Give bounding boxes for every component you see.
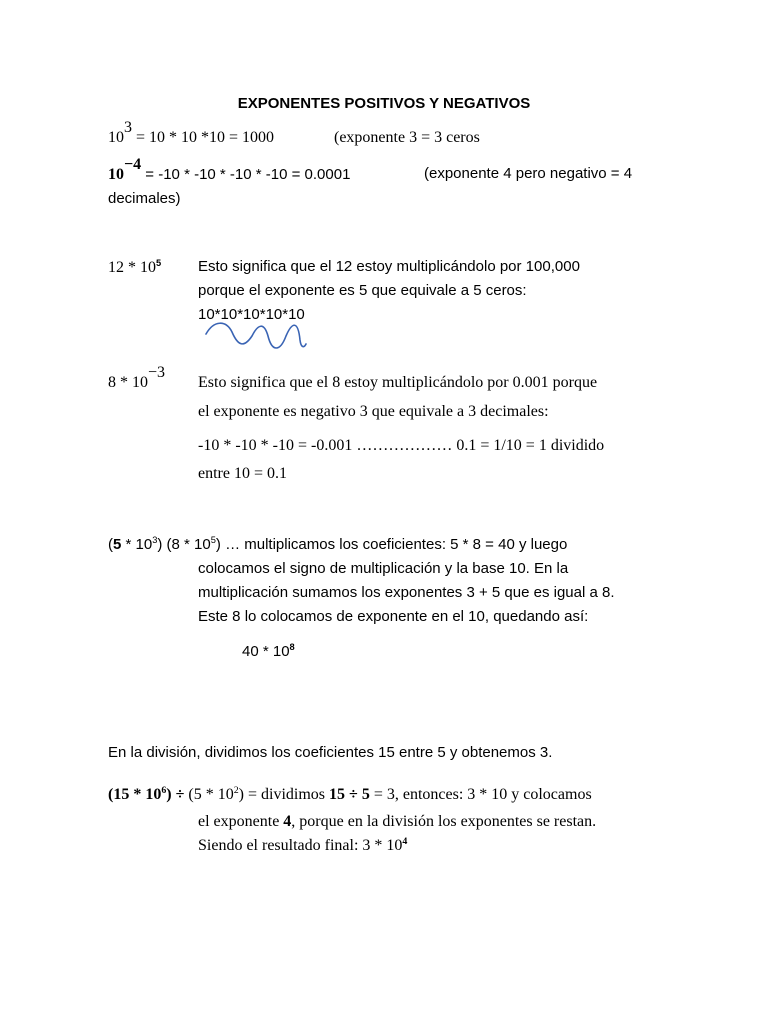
power-base: 8 * 10: [108, 374, 148, 391]
result-40-times-10-8: [242, 643, 295, 661]
text-line: Esto significa que el 8 estoy multiplicándolo por 0.001 porque: [198, 374, 598, 391]
line-10-neg-4: [108, 156, 351, 184]
text-line: multiplicación sumamos los exponentes 3 + 5 que es igual a 8.: [198, 584, 615, 601]
power-exponent: 5: [210, 535, 216, 546]
text-fragment: Siendo el resultado final: 3 * 10: [198, 837, 403, 854]
expression: = 10 * 10 *10 = 1000: [132, 129, 275, 146]
page-title: EXPONENTES POSITIVOS Y NEGATIVOS: [237, 95, 531, 112]
text-fragment: ) … multiplicamos los coeficientes: 5 * 8 = 40 y luego: [215, 536, 568, 553]
power-exponent: −3: [148, 364, 166, 382]
power-base: 40 * 10: [242, 643, 290, 660]
power-base: 10: [108, 166, 124, 183]
power-base: 10: [108, 129, 124, 146]
power-exponent: 6: [161, 784, 167, 796]
multiplication-line: [108, 536, 567, 554]
coefficient: 5: [113, 536, 122, 553]
text-fragment: * 10: [121, 536, 153, 553]
note-continuation: decimales): [108, 190, 181, 207]
line-10-cubed: [108, 119, 275, 147]
power-exponent: 2: [233, 784, 239, 796]
text-line: el exponente es negativo 3 que equivale a 3 decimales:: [198, 403, 549, 420]
text-fragment: ) = dividimos: [238, 786, 330, 803]
text-line: porque el exponente es 5 que equivale a 5 ceros:: [198, 282, 527, 299]
text-fragment: (15 * 10: [108, 786, 162, 803]
text-fragment: 15 ÷ 5: [329, 786, 370, 803]
text-line: colocamos el signo de multiplicación y la base 10. En la: [198, 560, 569, 577]
text-fragment: (5 * 10: [188, 786, 234, 803]
text-line: 10*10*10*10*10: [198, 306, 305, 323]
text-line: Esto significa que el 12 estoy multiplicándolo por 100,000: [198, 258, 580, 275]
squiggle-underline-icon: [200, 318, 320, 358]
division-line: [108, 785, 592, 804]
final-result-line: [198, 836, 407, 855]
text-line: entre 10 = 0.1: [198, 465, 287, 482]
power-exponent: −4: [124, 156, 142, 174]
note-exponent-3: (exponente 3 = 3 ceros: [334, 129, 480, 146]
exponent-value: 4: [283, 813, 292, 830]
text-line: [198, 812, 596, 831]
text-line: -10 * -10 * -10 = -0.001 ……………… 0.1 = 1/10 = 1 dividido: [198, 437, 605, 454]
power-exponent: 8: [289, 642, 295, 653]
label-12-times-10-5: [108, 258, 161, 277]
power-exponent: 3: [124, 119, 132, 137]
text-line: Este 8 lo colocamos de exponente en el 10, quedando así:: [198, 608, 589, 625]
text-fragment: ) (8 * 10: [157, 536, 211, 553]
text-fragment: (: [108, 536, 113, 553]
label-8-times-10-neg-3: [108, 364, 166, 392]
text-fragment: , porque en la división los exponentes se restan.: [291, 813, 597, 830]
note-exponent-neg-4: (exponente 4 pero negativo = 4: [424, 165, 633, 182]
text-fragment: el exponente: [198, 813, 284, 830]
power-exponent: 3: [152, 535, 158, 546]
text-fragment: = 3, entonces: 3 * 10 y colocamos: [369, 786, 592, 803]
text-line: En la división, dividimos los coeficientes 15 entre 5 y obtenemos 3.: [108, 744, 553, 761]
division-sign: ) ÷: [166, 786, 189, 803]
power-exponent: 5: [156, 258, 162, 269]
expression: = -10 * -10 * -10 * -10 = 0.0001: [141, 166, 351, 183]
power-base: 12 * 10: [108, 259, 156, 276]
power-exponent: 4: [402, 835, 408, 847]
